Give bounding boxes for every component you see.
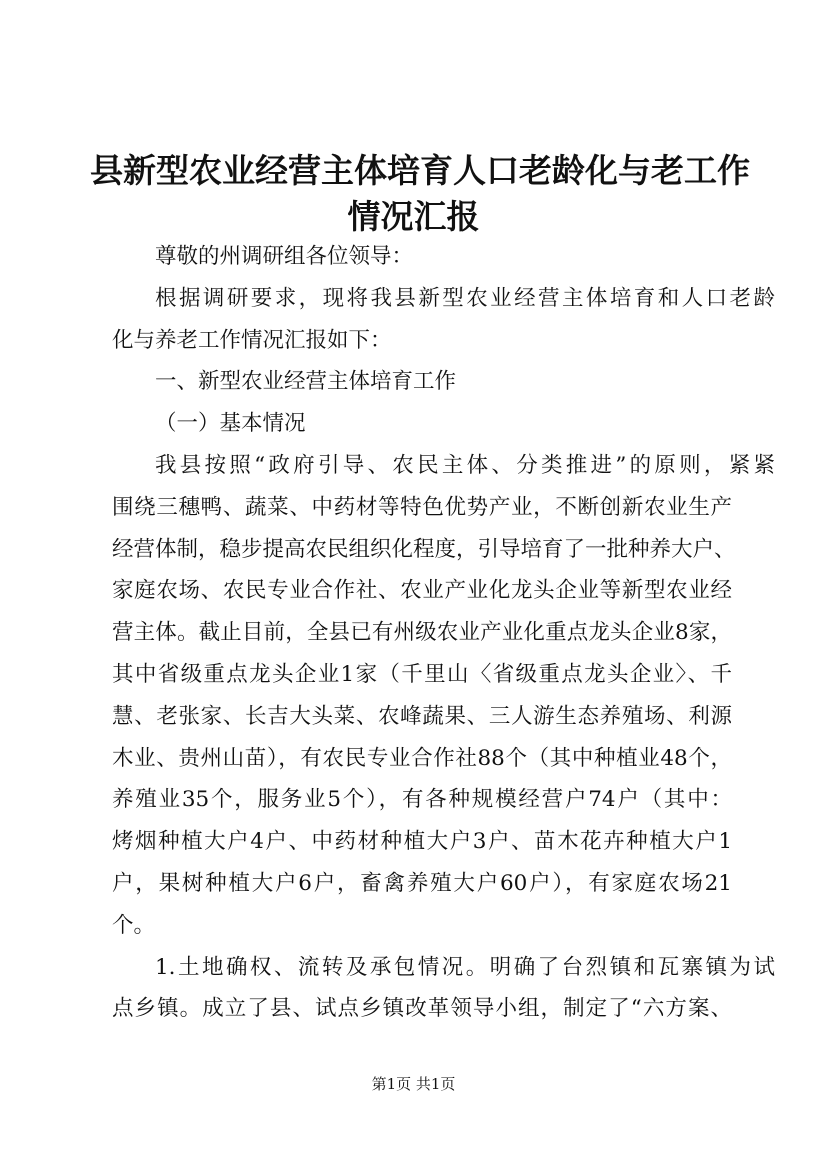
- page-footer: 第1页 共1页: [371, 1075, 456, 1093]
- document-title-line-1: 县新型农业经营主体培育人口老龄化与老工作: [90, 151, 750, 190]
- document-title-line-2: 情况汇报: [347, 197, 480, 236]
- paragraph-line: 化与养老工作情况汇报如下：: [112, 327, 392, 353]
- section-heading: 一、新型农业经营主体培育工作: [155, 369, 457, 395]
- paragraph-line: 养殖业35个，服务业5个），有各种规模经营户74户（其中：: [112, 787, 732, 813]
- paragraph-line: 个。: [112, 912, 156, 938]
- paragraph-line: 经营体制，稳步提高农民组织化程度，引导培育了一批种养大户、: [112, 536, 736, 562]
- paragraph-line: 1.土地确权、流转及承包情况。明确了台烈镇和瓦寨镇为试: [155, 954, 775, 980]
- paragraph-line: 营主体。截止目前，全县已有州级农业产业化重点龙头企业8家，: [112, 620, 732, 646]
- paragraph-line: 点乡镇。成立了县、试点乡镇改革领导小组，制定了“六方案、: [112, 996, 732, 1022]
- paragraph-line: 我县按照“政府引导、农民主体、分类推进”的原则，紧紧: [155, 452, 775, 478]
- paragraph-line: 慧、老张家、长吉大头菜、农峰蔬果、三人游生态养殖场、利源: [112, 703, 732, 729]
- paragraph-line: 木业、贵州山苗），有农民专业合作社88个（其中种植业48个，: [112, 745, 732, 771]
- paragraph-line: 根据调研要求，现将我县新型农业经营主体培育和人口老龄: [155, 285, 775, 311]
- document-body: [112, 236, 775, 1030]
- paragraph-line: 户，果树种植大户6户，畜禽养殖大户60户），有家庭农场21: [112, 870, 732, 896]
- salutation: 尊敬的州调研组各位领导：: [155, 244, 414, 269]
- paragraph-line: 其中省级重点龙头企业1家（千里山〈省级重点龙头企业〉、千: [112, 661, 732, 687]
- paragraph-line: 围绕三穗鸭、蔬菜、中药材等特色优势产业，不断创新农业生产: [112, 494, 732, 520]
- paragraph-line: 烤烟种植大户4户、中药材种植大户3户、苗木花卉种植大户1: [112, 829, 732, 855]
- paragraph-line: 家庭农场、农民专业合作社、农业产业化龙头企业等新型农业经: [112, 578, 732, 604]
- subsection-heading: （一）基本情况: [155, 411, 306, 437]
